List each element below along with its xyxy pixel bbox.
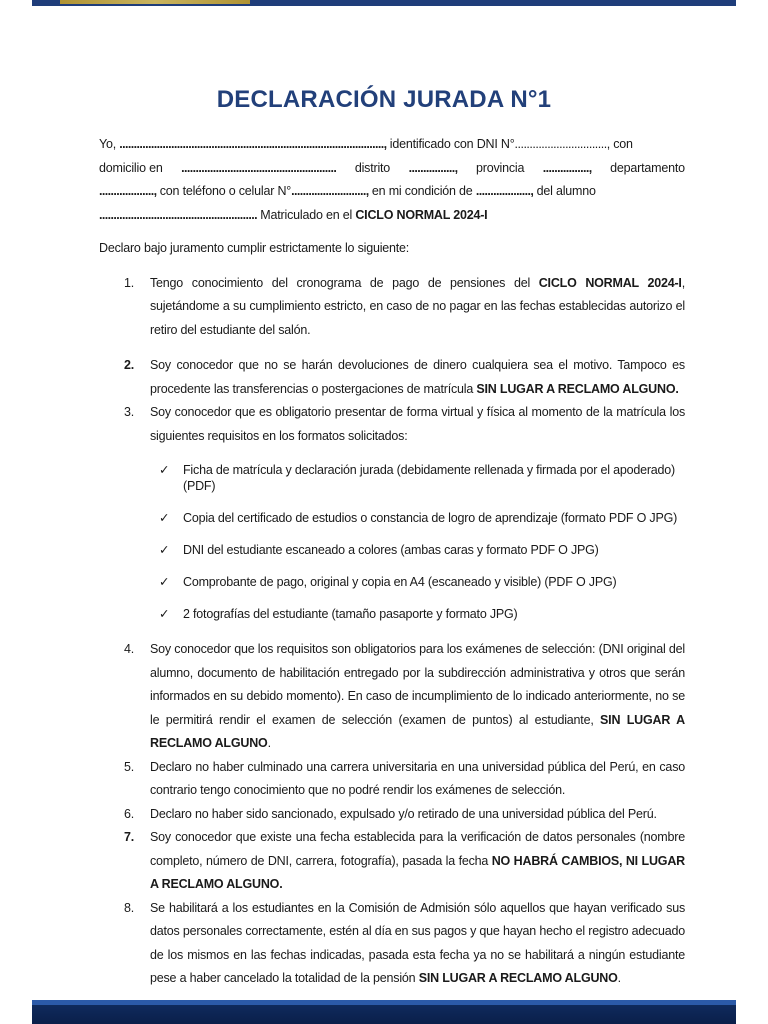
requirement-item: ✓ Ficha de matrícula y declaración jurada (debidamente rellenada y firmada por el apoderado) (PDF) [159, 463, 676, 493]
declaration-statement: Declaro bajo juramento cumplir estrictamente lo siguiente: [99, 241, 410, 255]
document-body [99, 133, 685, 991]
condition-blank: ..................., [475, 184, 534, 198]
list-item: 6. Declaro no haber sido sancionado, expulsado y/o retirado de una universidad pública del Perú. [124, 806, 657, 821]
checkmark-icon: ✓ [159, 463, 170, 477]
name-blank: ............................................................................................, [119, 137, 387, 151]
requirement-item: ✓ DNI del estudiante escaneado a colores (ambas caras y formato PDF O JPG) [159, 543, 599, 557]
address-blank: ...................................................... [181, 160, 337, 175]
declaration-list [99, 272, 685, 991]
requirements-checklist [159, 462, 685, 622]
requirement-item: ✓ Comprobante de pago, original y copia en A4 (escaneado y visible) (PDF O JPG) [159, 575, 617, 589]
province-blank: ................, [542, 160, 592, 175]
requirement-item: ✓ 2 fotografías del estudiante (tamaño pasaporte y formato JPG) [159, 607, 518, 621]
district-blank: ................, [408, 160, 458, 175]
list-item: 4. Soy conocedor que los requisitos son obligatorios para los exámenes de selección: (DNI original del alumno, documento de habilitación entregado por la subdirección administrativa y otros que serán informados en su debido momento). En caso de incumplimiento de lo indicado anteriormente, no se le permitirá rendir el examen de selección (examen de puntos) al estudiante, SIN LUGAR A RECLAMO ALGUNO. [124, 642, 685, 750]
list-item: 1. Tengo conocimiento del cronograma de pago de pensiones del CICLO NORMAL 2024-I, sujetándome a su cumplimiento estricto, en caso de no pagar en las fechas establecidas autorizo el retiro del estudiante del salón. [124, 275, 685, 337]
list-item: 8. Se habilitará a los estudiantes en la Comisión de Admisión sólo aquellos que hayan verificado sus datos personales correctamente, estén al día en sus pagos y que hayan hecho el registro adecuado de los mismos en las fechas indicadas, pasada esta fecha ya no se habilitará a ningún estudiante pese a haber cancelado la totalidad de la pensión SIN LUGAR A RECLAMO ALGUNO. [124, 900, 685, 985]
intro-line-3: ..................., con teléfono o celular N°.........................., en mi condición de ..................., del alumno [99, 184, 596, 198]
dni-blank: ............................... [514, 137, 607, 151]
checkmark-icon: ✓ [159, 511, 170, 525]
list-item: 2. Soy conocedor que no se harán devoluciones de dinero cualquiera sea el motivo. Tampoco es procedente las transferencias o postergaciones de matrícula SIN LUGAR A RECLAMO ALGUNO. [124, 358, 685, 396]
list-item: 5. Declaro no haber culminado una carrera universitaria en una universidad pública del Perú, en caso contrario tengo conocimiento que no podré rendir los exámenes de selección. [124, 759, 685, 797]
checkmark-icon: ✓ [159, 575, 170, 589]
declarant-data-paragraph [99, 133, 685, 227]
department-blank: ..................., [99, 184, 157, 198]
list-item: 3. Soy conocedor que es obligatorio presentar de forma virtual y física al momento de la matrícula los siguientes requisitos en los formatos solicitados: [124, 405, 685, 443]
page-title: DECLARACIÓN JURADA N°1 [216, 86, 552, 113]
phone-blank: .........................., [291, 184, 369, 198]
institution-logo [60, 0, 250, 4]
header-band [32, 0, 736, 6]
checkmark-icon: ✓ [159, 543, 170, 557]
intro-line-2: domicilio en ...................................................... distrito ................, provincia ................, departamento [99, 157, 685, 181]
footer-band [32, 1000, 736, 1024]
intro-line-1: Yo, ............................................................................................, identificado con DNI N°..............................., con [99, 137, 633, 151]
list-item: 7. Soy conocedor que existe una fecha establecida para la verificación de datos personales (nombre completo, número de DNI, carrera, fotografía), pasada la fecha NO HABRÁ CAMBIOS, NI LUGAR A RECLAMO ALGUNO. [124, 830, 685, 891]
requirement-item: ✓ Copia del certificado de estudios o constancia de logro de aprendizaje (formato PDF O JPG) [159, 511, 678, 525]
checkmark-icon: ✓ [159, 607, 170, 621]
intro-line-4: ....................................................... Matriculado en el CICLO NORMAL 2024-I [99, 207, 488, 222]
student-name-blank: ....................................................... [99, 207, 258, 222]
